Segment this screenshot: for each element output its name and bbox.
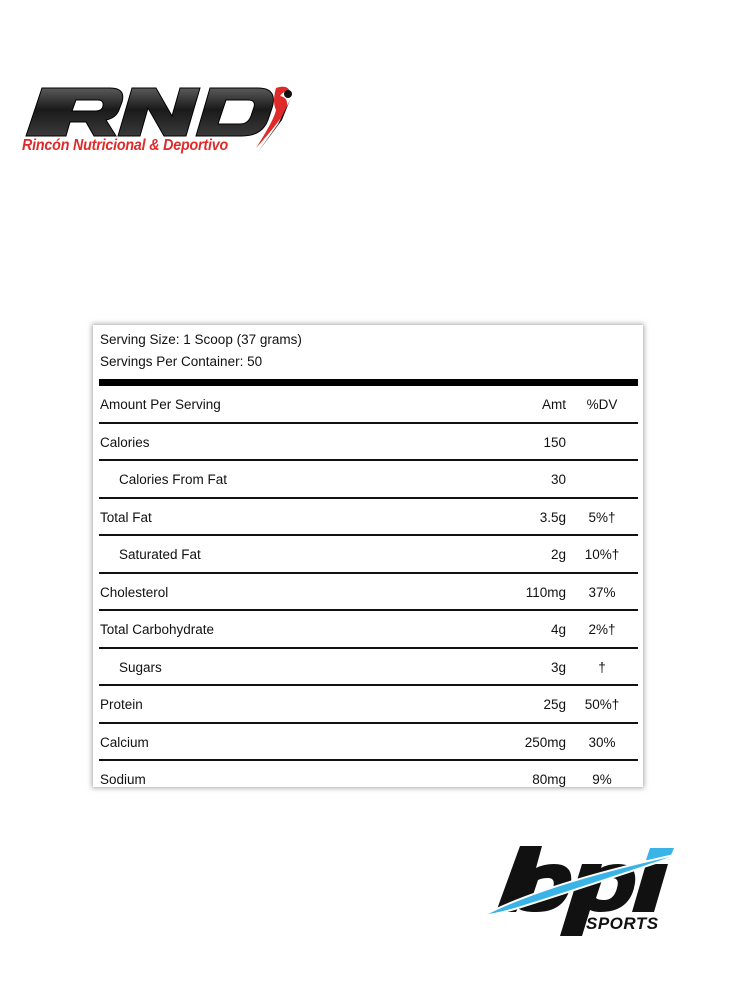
nutrient-row-total-carbohydrate	[99, 611, 638, 649]
nutrient-row-cholesterol	[99, 574, 638, 612]
serving-size: Serving Size: 1 Scoop (37 grams)	[100, 332, 302, 347]
nutrient-amount: 250mg	[524, 734, 566, 750]
nutrient-row-sugars	[99, 649, 638, 687]
nutrient-row-protein	[99, 686, 638, 724]
nutrient-label: Cholesterol	[100, 584, 169, 600]
nutrient-label: Protein	[100, 697, 143, 712]
nutrient-dv: 30%	[588, 734, 616, 750]
nutrient-label: Calcium	[100, 734, 149, 750]
nutrient-amount: 4g	[550, 622, 566, 637]
nutrient-label: Sugars	[119, 659, 162, 675]
nutrition-facts-panel	[93, 325, 643, 787]
nutrient-dv: †	[598, 659, 606, 675]
nutrient-row-total-fat	[99, 499, 638, 537]
nutrient-label: Calories From Fat	[119, 472, 228, 487]
nutrient-amount: 30	[550, 472, 566, 487]
nutrient-dv: 9%	[592, 772, 612, 787]
nutrient-amount: 3g	[550, 659, 566, 675]
nutrient-label: Total Carbohydrate	[100, 622, 215, 637]
nutrient-dv: 2%†	[588, 622, 616, 637]
nutrient-amount: 2g	[550, 547, 566, 562]
dv-header: %DV	[586, 397, 618, 412]
nutrient-label: Sodium	[100, 772, 146, 787]
nutrient-amount: 150	[543, 434, 566, 450]
amt-header: Amt	[541, 397, 566, 412]
nutrient-row-calories-from-fat	[99, 461, 638, 499]
bpi-sports-wordmark: SPORTS	[586, 914, 659, 933]
nutrient-row-saturated-fat	[99, 536, 638, 574]
nutrient-dv: 5%†	[588, 509, 616, 525]
thick-divider	[99, 379, 638, 386]
nutrient-label: Calories	[100, 434, 150, 450]
nutrient-dv: 50%†	[584, 697, 620, 712]
nutrient-amount: 80mg	[532, 772, 566, 787]
amount-per-serving-label: Amount Per Serving	[100, 397, 221, 412]
facts-header-row	[99, 386, 638, 424]
nutrient-row-calcium	[99, 724, 638, 762]
nutrient-dv: 37%	[588, 584, 616, 600]
nutrient-row-calories	[99, 424, 638, 462]
nutrient-amount: 110mg	[525, 584, 566, 600]
nutrient-row-sodium	[99, 761, 638, 797]
brand-tagline: Rincón Nutricional & Deportivo	[22, 137, 229, 154]
nutrient-dv: 10%†	[584, 547, 620, 562]
servings-per-container: Servings Per Container: 50	[100, 354, 263, 369]
nutrient-amount: 25g	[543, 697, 566, 712]
nutrient-label: Saturated Fat	[119, 547, 201, 562]
nutrient-label: Total Fat	[100, 509, 152, 525]
nutrient-amount: 3.5g	[539, 509, 566, 525]
